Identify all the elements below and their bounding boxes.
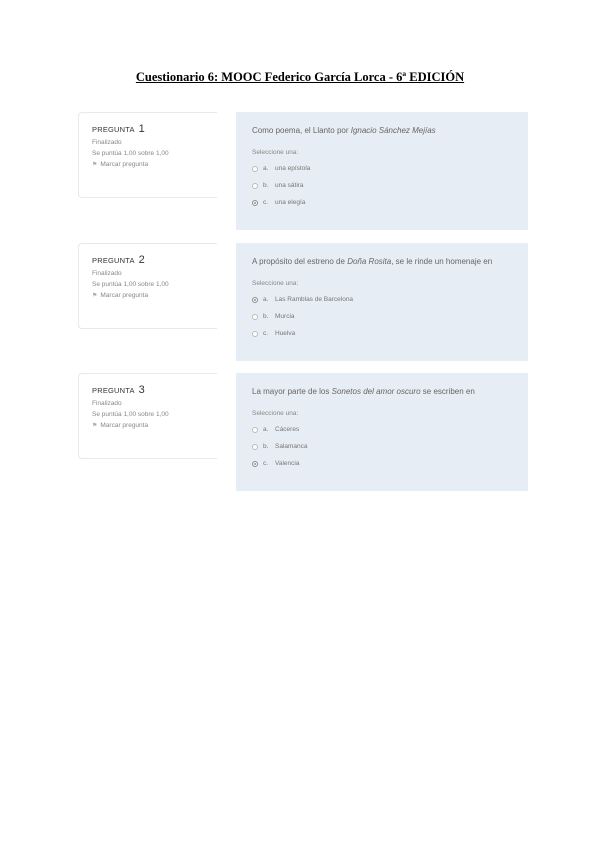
answer-option-c[interactable]: c. Valencia — [252, 455, 512, 472]
flag-icon: ⚑ — [92, 162, 98, 168]
question-number: 3 — [138, 384, 145, 396]
radio-button-selected[interactable] — [252, 200, 258, 206]
answer-options — [252, 421, 512, 472]
question-text: La mayor parte de los Sonetos del amor oscuro se escriben en — [252, 387, 475, 396]
answer-option-b[interactable]: b. Murcia — [252, 308, 512, 325]
flag-question-link[interactable] — [92, 161, 204, 168]
question-3-content — [236, 373, 528, 491]
answer-option-b[interactable]: b. una sátira — [252, 177, 512, 194]
question-3-info — [78, 373, 217, 459]
flag-label: Marcar pregunta — [100, 161, 149, 168]
question-state: Finalizado — [92, 270, 122, 277]
question-label: PREGUNTA — [92, 125, 135, 134]
question-1-info — [78, 112, 217, 198]
question-state: Finalizado — [92, 400, 122, 407]
radio-button-selected[interactable] — [252, 297, 258, 303]
radio-button[interactable] — [252, 427, 258, 433]
flag-label: Marcar pregunta — [100, 292, 149, 299]
question-score: Se puntúa 1,00 sobre 1,00 — [92, 411, 169, 418]
answer-option-c[interactable]: c. Huelva — [252, 325, 512, 342]
answer-option-b[interactable]: b. Salamanca — [252, 438, 512, 455]
flag-icon: ⚑ — [92, 293, 98, 299]
radio-button-selected[interactable] — [252, 461, 258, 467]
question-2-content — [236, 243, 528, 361]
radio-button[interactable] — [252, 183, 258, 189]
flag-question-link[interactable] — [92, 422, 204, 429]
question-score: Se puntúa 1,00 sobre 1,00 — [92, 281, 169, 288]
answer-option-a[interactable]: a. una epístola — [252, 160, 512, 177]
question-number: 1 — [138, 123, 145, 135]
question-label: PREGUNTA — [92, 256, 135, 265]
radio-button[interactable] — [252, 331, 258, 337]
answer-options — [252, 160, 512, 211]
radio-button[interactable] — [252, 444, 258, 450]
document-title: Cuestionario 6: MOOC Federico García Lorca - 6ª EDICIÓN — [135, 70, 465, 84]
radio-button[interactable] — [252, 314, 258, 320]
answer-option-a[interactable]: a. Las Ramblas de Barcelona — [252, 291, 512, 308]
answer-option-c[interactable]: c. una elegía — [252, 194, 512, 211]
question-heading — [92, 384, 204, 396]
answer-prompt: Seleccione una: — [252, 410, 299, 417]
radio-button[interactable] — [252, 166, 258, 172]
answer-options — [252, 291, 512, 342]
question-text: A propósito del estreno de Doña Rosita, se le rinde un homenaje en — [252, 257, 493, 266]
question-heading — [92, 254, 204, 266]
question-2-info — [78, 243, 217, 329]
flag-icon: ⚑ — [92, 423, 98, 429]
answer-option-a[interactable]: a. Cáceres — [252, 421, 512, 438]
answer-prompt: Seleccione una: — [252, 280, 299, 287]
question-heading — [92, 123, 204, 135]
question-1-content — [236, 112, 528, 230]
question-text: Como poema, el Llanto por Ignacio Sánchez Mejías — [252, 126, 436, 135]
flag-question-link[interactable] — [92, 292, 204, 299]
question-state: Finalizado — [92, 139, 122, 146]
answer-prompt: Seleccione una: — [252, 149, 299, 156]
flag-label: Marcar pregunta — [100, 422, 149, 429]
question-score: Se puntúa 1,00 sobre 1,00 — [92, 150, 169, 157]
question-label: PREGUNTA — [92, 386, 135, 395]
question-number: 2 — [138, 254, 145, 266]
